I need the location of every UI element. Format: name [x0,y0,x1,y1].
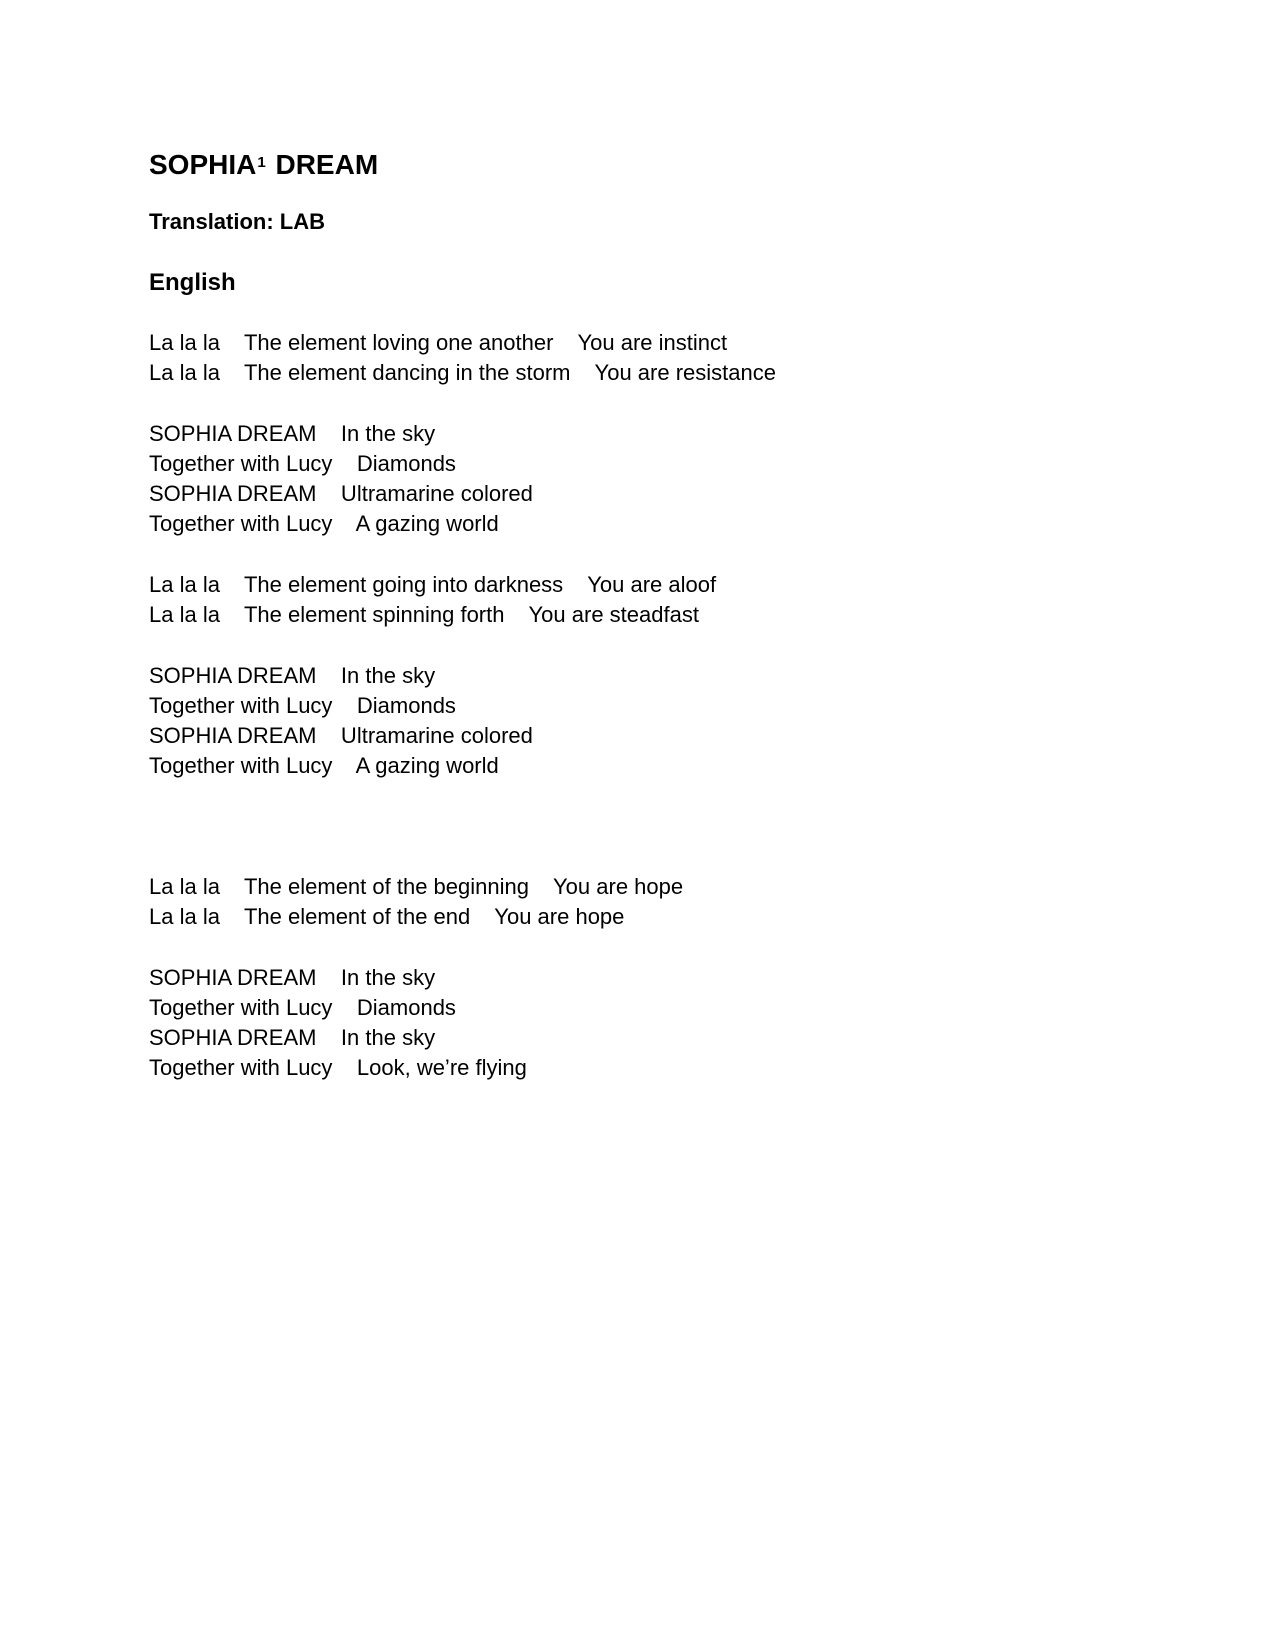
stanza [149,872,1149,932]
lyric-line: SOPHIA DREAM In the sky [149,1025,436,1050]
lyric-line: Together with Lucy Look, we’re flying [149,1055,527,1080]
lyric-line: Together with Lucy Diamonds [149,995,456,1020]
lyric-line: Together with Lucy Diamonds [149,451,456,476]
stanza [149,661,1149,781]
song-title [149,148,1149,182]
title-main: SOPHIA [149,149,257,180]
stanza-gap [149,781,1149,872]
stanza-gap [149,539,1149,570]
lyric-line: SOPHIA DREAM Ultramarine colored [149,723,533,748]
lyric-line: SOPHIA DREAM In the sky [149,965,436,990]
lyric-line: La la la The element loving one another You are instinct [149,330,728,355]
title-rest: DREAM [275,149,379,180]
lyric-line: Together with Lucy A gazing world [149,511,499,536]
lyric-line: SOPHIA DREAM Ultramarine colored [149,481,533,506]
stanza [149,963,1149,1083]
lyric-line: La la la The element dancing in the storm You are resistance [149,360,776,385]
stanza [149,419,1149,539]
lyric-line: SOPHIA DREAM In the sky [149,663,436,688]
stanza-gap [149,388,1149,419]
lyrics [149,328,1149,1083]
translation-credit: Translation: LAB [149,209,326,234]
stanza-gap [149,630,1149,661]
lyric-line: Together with Lucy A gazing world [149,753,499,778]
stanza [149,570,1149,630]
footnote-mark: 1 [257,154,266,171]
lyric-line: SOPHIA DREAM In the sky [149,421,436,446]
stanza [149,328,1149,388]
lyric-line: La la la The element spinning forth You are steadfast [149,602,699,627]
language-heading: English [149,269,236,296]
document-page [149,148,1149,1083]
stanza-gap [149,932,1149,963]
lyric-line: Together with Lucy Diamonds [149,693,456,718]
lyric-line: La la la The element of the beginning You are hope [149,874,684,899]
lyric-line: La la la The element of the end You are hope [149,904,625,929]
lyric-line: La la la The element going into darkness You are aloof [149,572,717,597]
